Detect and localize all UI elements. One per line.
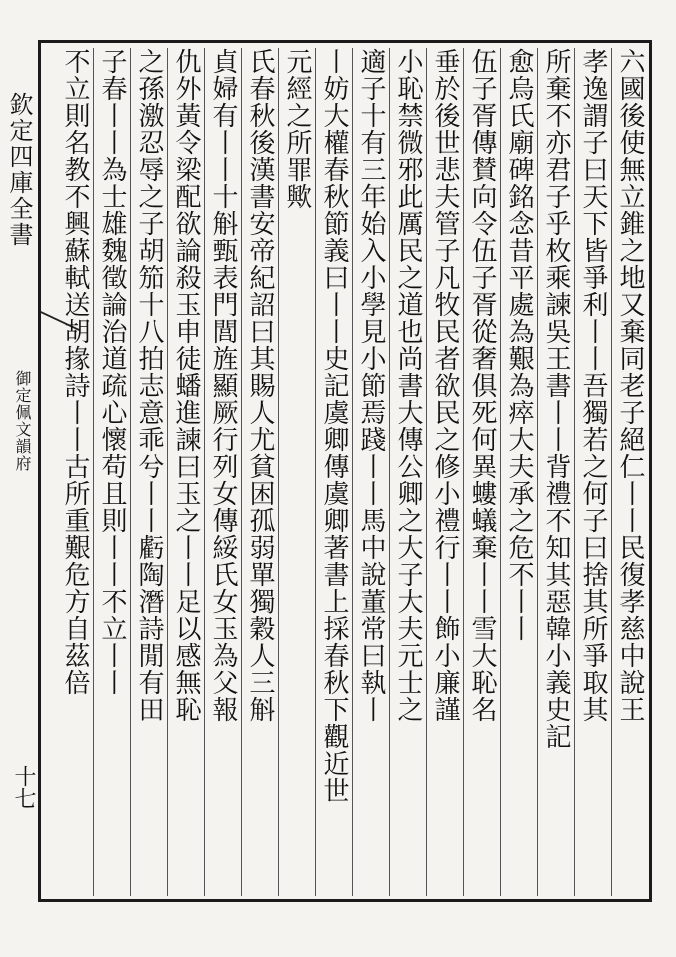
page-spine [0, 40, 39, 900]
column-rule [574, 48, 575, 896]
column-rule [389, 48, 390, 896]
text-column: 伍子胥傳賛向令伍子胥從奢俱死何異螻蟻棄丨丨雪大恥名 [467, 48, 497, 723]
spine-title: 欽定四庫全書 [5, 92, 33, 248]
column-rule [500, 48, 501, 896]
page-border-right [649, 40, 652, 902]
text-column: 適子十有三年始入小學見小節焉踐丨丨馬中說董常曰執丨 [356, 48, 386, 723]
column-rule [278, 48, 279, 896]
page-border-top [38, 40, 652, 43]
text-column: 氏春秋後漢書安帝紀詔曰其賜人尤貧困孤弱單獨穀人三斛 [245, 48, 275, 723]
column-rule [537, 48, 538, 896]
text-column: 貞婦有丨丨十斛甄表門閭旌顯厥行列女傳綏氏女玉為父報 [208, 48, 238, 723]
text-column: 不立則名教不興蘇軾送胡掾詩丨丨古所重艱危方自茲倍 [60, 48, 90, 696]
text-column: 丨妨大權春秋節義曰丨丨史記虞卿傳虞卿著書上採春秋下觀近世 [319, 48, 349, 804]
column-rule [426, 48, 427, 896]
column-rule [611, 48, 612, 896]
text-column: 小恥禁微邪此厲民之道也尚書大傳公卿之大子大夫元士之 [393, 48, 423, 723]
text-column: 孝逸謂子曰天下皆爭利丨丨吾獨若之何子曰捨其所爭取其 [578, 48, 608, 723]
column-rule [167, 48, 168, 896]
text-column: 愈烏氏廟碑銘念昔平處為艱為瘁大夫承之危不丨丨 [504, 48, 534, 642]
text-column: 六國後使無立錐之地又棄同老子絕仁丨丨民復孝慈中說王 [615, 48, 645, 723]
text-column: 子春丨丨為士雄魏徵論治道疏心懷苟且則丨丨不立丨丨 [97, 48, 127, 696]
column-rule [315, 48, 316, 896]
column-rule [241, 48, 242, 896]
text-column: 仇外黃令梁配欲論殺玉申徒蟠進諫曰玉之丨丨足以感無恥 [171, 48, 201, 723]
column-rule [204, 48, 205, 896]
column-rule [93, 48, 94, 896]
text-column: 所棄不亦君子乎枚乘諫吳王書丨丨背禮不知其惡韓小義史記 [541, 48, 571, 750]
page-border-left [38, 40, 41, 902]
text-area [50, 48, 648, 896]
column-rule [130, 48, 131, 896]
text-column: 垂於後世悲夫管子凡牧民者欲民之修小禮行丨丨飾小廉謹 [430, 48, 460, 723]
page-border-bottom [38, 899, 652, 902]
spine-page-number: 十七 [11, 765, 36, 809]
column-rule [352, 48, 353, 896]
column-rule [463, 48, 464, 896]
text-column: 元經之所罪歟 [282, 48, 312, 210]
spine-subtitle: 御定佩文韻府 [13, 370, 32, 472]
text-column: 之孫激忍辱之子胡笳十八拍志意乖兮丨丨虧陶潛詩閒有田 [134, 48, 164, 723]
